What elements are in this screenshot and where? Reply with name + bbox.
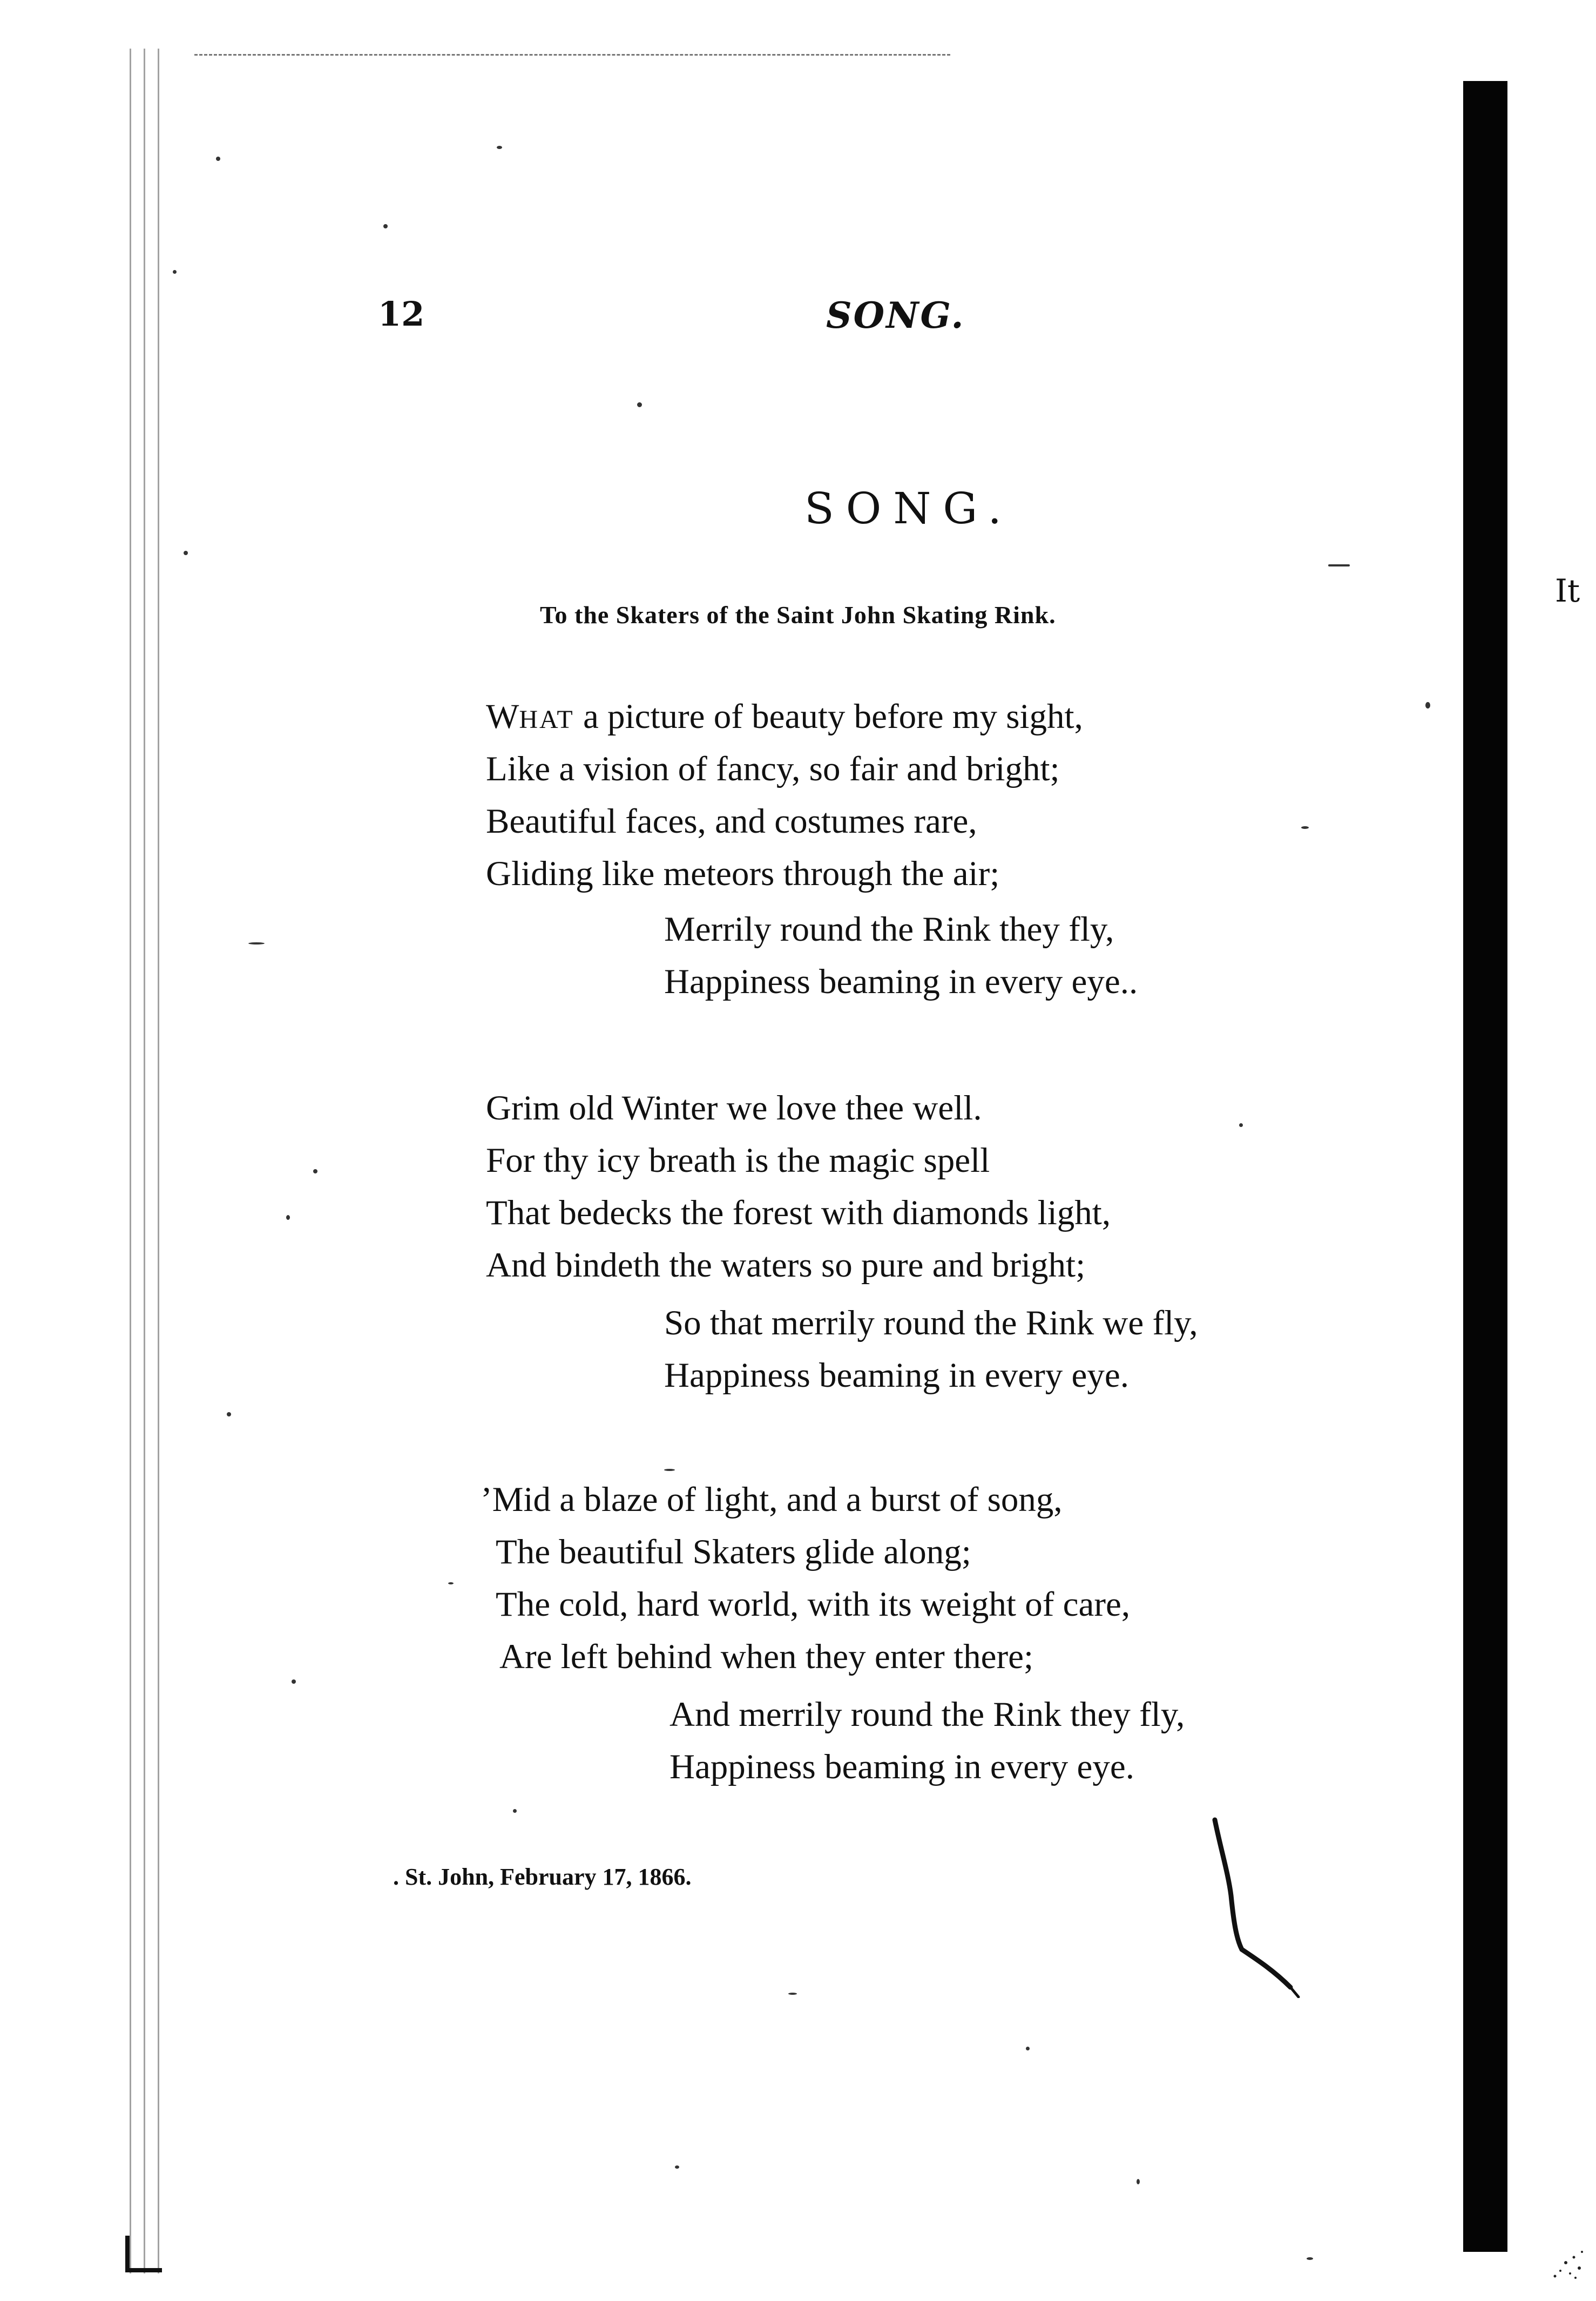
poem-refrain-line: So that merrily round the Rink we fly, — [664, 1304, 1198, 1342]
facing-page-fragment: It — [1555, 572, 1580, 609]
poem-line: Grim old Winter we love thee well. — [486, 1089, 982, 1128]
speck — [1301, 826, 1309, 829]
poem-line: ’Mid a blaze of light, and a burst of song, — [481, 1480, 1063, 1519]
poem-line: For thy icy breath is the magic spell — [486, 1141, 990, 1180]
small-caps-rest: HAT — [519, 705, 574, 734]
speck — [216, 157, 220, 161]
speck — [184, 551, 188, 555]
small-caps-initial: W — [486, 697, 519, 736]
poem-title: SONG. — [804, 483, 1013, 534]
running-head-title: SONG. — [826, 294, 965, 336]
top-edge-rule — [194, 54, 950, 56]
speck — [497, 146, 502, 149]
speck — [513, 1809, 517, 1813]
speck — [1425, 702, 1430, 708]
pen-mark — [1209, 1814, 1317, 1998]
speck — [286, 1215, 290, 1220]
poem-line: Beautiful faces, and costumes rare, — [486, 802, 977, 841]
speck — [1328, 564, 1350, 566]
poem-line-text: a picture of beauty before my sight, — [574, 697, 1083, 736]
poem-refrain-line: Happiness beaming in every eye. — [669, 1747, 1134, 1786]
poem-line: Like a vision of fancy, so fair and bright; — [486, 750, 1060, 788]
speck — [313, 1169, 317, 1173]
speck — [292, 1679, 296, 1684]
poem-refrain-line: Merrily round the Rink they fly, — [664, 910, 1114, 949]
speck — [248, 942, 265, 944]
poem-line: That bedecks the forest with diamonds light, — [486, 1193, 1111, 1232]
speck — [173, 270, 177, 274]
poem-line — [486, 699, 1083, 734]
speck — [227, 1412, 231, 1416]
speck — [383, 224, 388, 228]
poem-refrain-line: And merrily round the Rink they fly, — [669, 1695, 1185, 1734]
poem-line: Gliding like meteors through the air; — [486, 854, 1000, 893]
speck — [664, 1469, 675, 1471]
poem-refrain-line: Happiness beaming in every eye.. — [664, 962, 1138, 1001]
poem-dateline: . St. John, February 17, 1866. — [393, 1864, 692, 1890]
speck — [448, 1582, 454, 1584]
speck — [1239, 1123, 1243, 1127]
poem-line: The beautiful Skaters glide along; — [496, 1533, 971, 1571]
speck — [1307, 2257, 1313, 2260]
page-gutter-shadow — [1463, 81, 1507, 2252]
poem-line: And bindeth the waters so pure and bright; — [486, 1246, 1086, 1285]
corner-smudge — [1528, 2219, 1593, 2284]
page-number: 12 — [378, 294, 425, 334]
speck — [637, 402, 642, 407]
speck — [1137, 2179, 1140, 2184]
poem-dedication: To the Skaters of the Saint John Skating Rink. — [540, 601, 1056, 629]
binding-edge — [124, 49, 167, 2273]
binding-corner — [125, 2236, 162, 2272]
speck — [788, 1993, 797, 1995]
poem-line: Are left behind when they enter there; — [499, 1637, 1034, 1676]
poem-line: The cold, hard world, with its weight of care, — [496, 1585, 1131, 1624]
speck — [1026, 2047, 1030, 2050]
poem-refrain-line: Happiness beaming in every eye. — [664, 1356, 1129, 1395]
speck — [675, 2165, 679, 2169]
